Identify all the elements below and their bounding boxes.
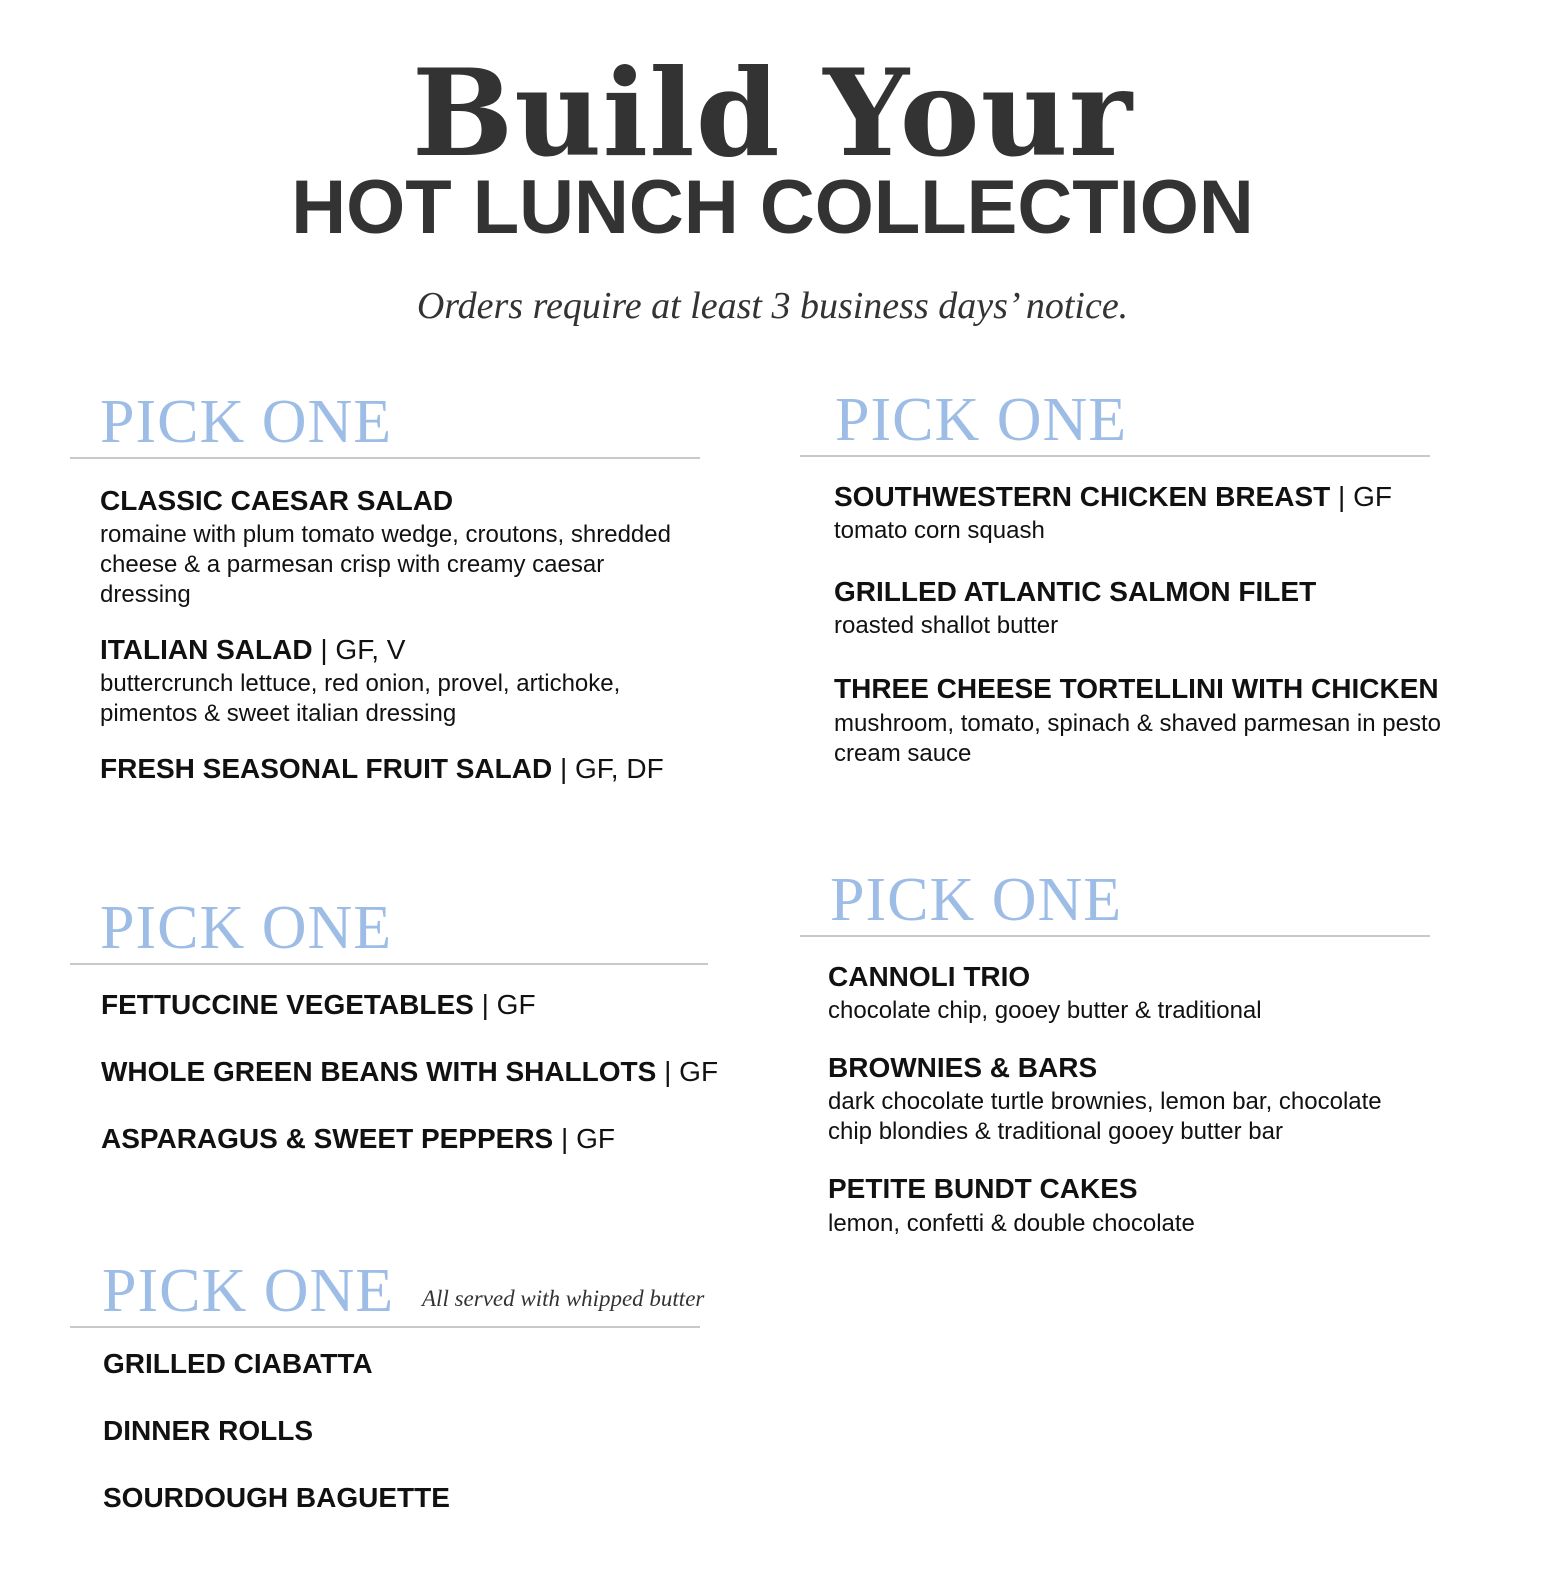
item-name: ITALIAN SALAD [100,634,313,666]
menu-item [828,961,1430,1026]
section-desserts [800,865,1430,1239]
menu-item [834,481,1430,546]
section-note: All served with whipped butter [422,1286,705,1311]
item-name: GRILLED CIABATTA [103,1348,373,1379]
item-diet-tag: | GF, V [312,634,406,666]
menu-item [100,485,700,610]
menu-item [101,1056,719,1088]
item-name-line [828,1173,1430,1205]
item-diet-tag: | GF, DF [552,753,664,785]
item-name-line [100,753,700,785]
menu-item [828,1052,1430,1147]
page-title: Build Your [411,43,1134,184]
item-name: THREE CHEESE TORTELLINI WITH CHICKEN [834,673,1439,705]
item-name: ASPARAGUS & SWEET PEPPERS [101,1123,554,1155]
item-description: mushroom, tomato, spinach & shaved parmesan in pesto cream sauce [834,709,1441,767]
section-entrees [800,385,1441,769]
item-name-line [100,485,700,517]
section-title: PICK ONE [100,894,393,962]
section-header [800,865,1430,937]
section-title: PICK ONE [102,1257,395,1325]
item-name: CLASSIC CAESAR SALAD [100,485,454,516]
item-name-line [100,634,700,666]
item-name: GRILLED ATLANTIC SALMON FILET [834,576,1317,608]
section-sides [70,893,719,1156]
menu-item [103,1415,700,1447]
item-name: BROWNIES & BARS [828,1052,1098,1084]
menu-item [100,634,700,729]
item-description: buttercrunch lettuce, red onion, provel, artichoke, pimentos & sweet italian dressing [100,670,621,728]
section-title: PICK ONE [100,388,393,456]
section-breads [70,1256,705,1515]
item-name: PETITE BUNDT CAKES [828,1173,1138,1205]
menu-item [834,673,1441,768]
item-description: chocolate chip, gooey butter & traditional [828,997,1262,1025]
item-name: CANNOLI TRIO [828,961,1031,992]
page-subtitle: HOT LUNCH COLLECTION [291,165,1254,250]
section-header [70,893,708,965]
item-description: lemon, confetti & double chocolate [828,1209,1195,1237]
item-name-line [834,673,1439,705]
item-name: SOURDOUGH BAGUETTE [103,1482,450,1514]
item-name-line [834,481,1430,513]
item-description: dark chocolate turtle brownies, lemon bar, chocolate chip blondies & traditional gooey butter bar [828,1088,1382,1146]
section-header [800,385,1430,457]
item-diet-tag: | GF [473,989,536,1020]
item-name-line [828,961,1430,993]
menu-item [101,1123,708,1155]
item-description: tomato corn squash [834,517,1045,545]
item-name-line [101,1123,708,1155]
item-name: FRESH SEASONAL FRUIT SALAD [100,753,553,785]
menu-item [834,576,1430,641]
item-name-line [101,1056,719,1088]
item-diet-tag: | GF [656,1056,719,1088]
menu-item [828,1173,1430,1238]
item-name-line [101,989,708,1021]
item-diet-tag: | GF [1330,481,1392,512]
item-name: FETTUCCINE VEGETABLES [101,989,474,1020]
item-description: romaine with plum tomato wedge, croutons, shredded cheese & a parmesan crisp with creamy caesar dressing [100,521,671,609]
item-description: roasted shallot butter [834,612,1059,640]
item-name: DINNER ROLLS [103,1415,313,1447]
item-name-line [834,576,1430,608]
section-salads [70,387,700,786]
section-title: PICK ONE [835,386,1128,454]
menu-item [103,1348,700,1380]
item-name-line [828,1052,1430,1084]
menu-item [101,989,708,1021]
menu-item [103,1482,700,1514]
section-header [70,387,700,459]
menu-item [100,753,700,785]
item-name: SOUTHWESTERN CHICKEN BREAST [834,481,1331,512]
item-name: WHOLE GREEN BEANS WITH SHALLOTS [101,1056,657,1088]
item-diet-tag: | GF [553,1123,615,1155]
section-header [70,1256,705,1328]
order-notice: Orders require at least 3 business days’ notice. [416,285,1129,327]
section-title: PICK ONE [830,866,1123,934]
